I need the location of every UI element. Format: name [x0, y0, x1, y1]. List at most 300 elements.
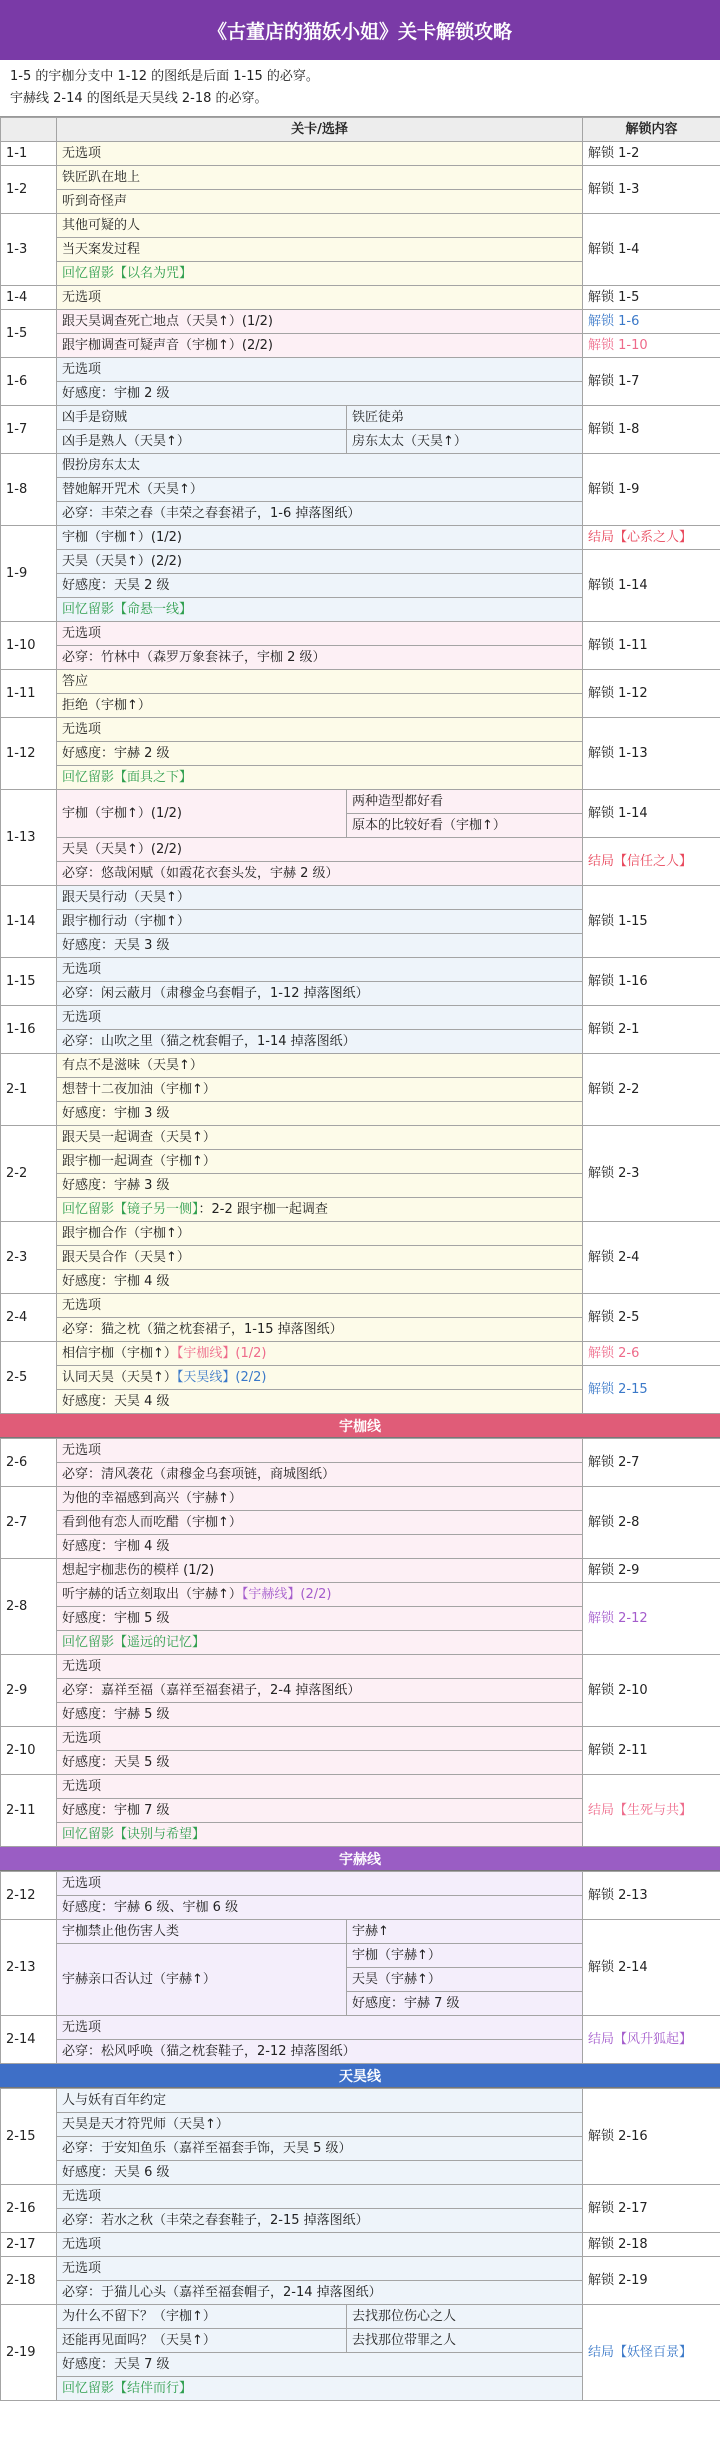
cell-text: 其他可疑的人 [62, 217, 141, 233]
stage-id: 2-4 [1, 1294, 57, 1342]
cell-text: 无选项 [62, 1730, 102, 1746]
route-section-header: 宇赫线 [0, 1847, 720, 1871]
intro-line-2: 宇赫线 2-14 的图纸是天昊线 2-18 的必穿。 [10, 91, 268, 106]
choice-cell [57, 1150, 583, 1174]
choice-cell [57, 1896, 583, 1920]
cell-text: 回忆留影【结伴而行】 [62, 2380, 193, 2396]
unlock-cell [583, 670, 720, 718]
stage-id: 2-15 [1, 2089, 57, 2185]
stage-id: 2-18 [1, 2257, 57, 2305]
choice-cell [347, 1992, 583, 2016]
header-blank [1, 118, 57, 142]
unlock-cell [583, 214, 720, 286]
cell-text: 无选项 [62, 145, 102, 161]
choice-cell [57, 382, 583, 406]
cell-text: 房东太太（天昊↑） [352, 433, 467, 449]
table-row [1, 2257, 720, 2281]
stage-id: 1-4 [1, 286, 57, 310]
choice-cell [57, 502, 583, 526]
choice-cell [57, 166, 583, 190]
sub-choice-cell [347, 430, 583, 454]
sub-choice-cell [347, 406, 583, 430]
unlock-cell [583, 166, 720, 214]
cell-text: 无选项 [62, 2260, 102, 2276]
table-row [1, 2233, 720, 2257]
cell-text: 解锁 1-15 [588, 913, 648, 929]
table-row [1, 526, 720, 550]
cell-text: 解锁 1-3 [588, 181, 640, 197]
choice-cell [57, 1390, 583, 1414]
table-row [1, 1559, 720, 1583]
unlock-cell [583, 526, 720, 550]
stage-id: 1-1 [1, 142, 57, 166]
cell-text: 结局【信任之人】 [588, 853, 693, 869]
cell-text: 相信宇枷（宇枷↑） [62, 1345, 177, 1361]
stage-id: 2-9 [1, 1655, 57, 1727]
stage-id: 2-17 [1, 2233, 57, 2257]
stage-id: 1-14 [1, 886, 57, 958]
cell-text: 假扮房东太太 [62, 457, 141, 473]
unlock-cell [583, 622, 720, 670]
choice-cell [57, 1631, 583, 1655]
cell-text: 跟宇枷行动（宇枷↑） [62, 913, 190, 929]
unlock-cell [583, 286, 720, 310]
cell-text: 凶手是窃贼 [62, 409, 128, 425]
choice-cell [57, 358, 583, 382]
unlock-cell [583, 1126, 720, 1222]
table-row [1, 142, 720, 166]
cell-text: 无选项 [62, 289, 102, 305]
cell-text: 必穿：丰荣之春（丰荣之春套裙子，1-6 掉落图纸） [62, 505, 361, 521]
table-row [1, 886, 720, 910]
table-row [1, 310, 720, 334]
stage-table [0, 117, 720, 1414]
cell-text: 为他的幸福感到高兴（宇赫↑） [62, 1490, 242, 1506]
stage-id: 1-11 [1, 670, 57, 718]
table-row [1, 1920, 720, 1944]
cell-text: 好感度：天昊 5 级 [62, 1754, 170, 1770]
table-row [1, 670, 720, 694]
cell-text: 宇枷（宇枷↑）(1/2) [62, 805, 182, 821]
cell-text: 当天案发过程 [62, 241, 141, 257]
cell-text: 必穿：闲云蔽月（肃穆金乌套帽子，1-12 掉落图纸） [62, 985, 369, 1001]
cell-text: 必穿：松风呼唤（猫之枕套鞋子，2-12 掉落图纸） [62, 2043, 356, 2059]
stage-id: 2-7 [1, 1487, 57, 1559]
choice-cell [57, 2113, 583, 2137]
cell-text: 好感度：宇枷 3 级 [62, 1105, 170, 1121]
cell-text: 解锁 1-7 [588, 373, 640, 389]
cell-text: 【天昊线】(2/2) [176, 1369, 267, 1385]
choice-cell [57, 142, 583, 166]
unlock-cell [583, 886, 720, 958]
cell-text: 好感度：天昊 7 级 [62, 2356, 170, 2372]
cell-text: 无选项 [62, 1442, 102, 1458]
sections-container [0, 117, 720, 2401]
sub-choice-cell [347, 790, 583, 814]
cell-text: 必穿：竹林中（森罗万象套袜子，宇枷 2 级） [62, 649, 326, 665]
cell-text: 宇赫↑ [352, 1923, 389, 1939]
cell-text: 必穿：于安知鱼乐（嘉祥至福套手饰，天昊 5 级） [62, 2140, 352, 2156]
choice-cell [57, 406, 347, 430]
cell-text: 结局【妖怪百景】 [588, 2344, 693, 2360]
choice-cell [57, 1366, 583, 1390]
cell-text: 好感度：天昊 6 级 [62, 2164, 170, 2180]
stage-id: 1-2 [1, 166, 57, 214]
cell-text: 解锁 2-5 [588, 1309, 640, 1325]
cell-text: 宇枷（宇赫↑） [352, 1947, 441, 1963]
table-row [1, 958, 720, 982]
table-row [1, 1655, 720, 1679]
choice-cell [57, 982, 583, 1006]
choice-cell [57, 2281, 583, 2305]
sub-choice-cell [347, 814, 583, 838]
table-row [1, 214, 720, 238]
stage-id: 1-5 [1, 310, 57, 358]
choice-cell [57, 238, 583, 262]
choice-cell [57, 1487, 583, 1511]
table-row [1, 1487, 720, 1511]
cell-text: 跟宇枷合作（宇枷↑） [62, 1225, 190, 1241]
choice-cell [57, 1607, 583, 1631]
choice-cell [57, 2353, 583, 2377]
cell-text: 必穿：悠哉闲赋（如霞花衣套头发，宇赫 2 级） [62, 865, 339, 881]
unlock-cell [583, 958, 720, 1006]
unlock-cell [583, 2233, 720, 2257]
cell-text: 跟天昊行动（天昊↑） [62, 889, 190, 905]
choice-cell [57, 2089, 583, 2113]
cell-text: 好感度：宇枷 5 级 [62, 1610, 170, 1626]
cell-text: 结局【心系之人】 [588, 529, 693, 545]
sub-choice-cell [347, 1920, 583, 1944]
choice-cell [57, 1511, 583, 1535]
cell-text: 必穿：若水之秋（丰荣之春套鞋子，2-15 掉落图纸） [62, 2212, 369, 2228]
stage-id: 1-6 [1, 358, 57, 406]
unlock-cell [583, 2089, 720, 2185]
table-row [1, 1583, 720, 1607]
choice-cell [57, 2329, 347, 2353]
choice-cell [57, 1463, 583, 1487]
cell-text: 好感度：宇赫 3 级 [62, 1177, 170, 1193]
choice-cell [57, 1655, 583, 1679]
unlock-cell [583, 2016, 720, 2064]
choice-cell [57, 1535, 583, 1559]
unlock-cell [583, 2185, 720, 2233]
cell-text: 解锁 2-6 [588, 1345, 640, 1361]
cell-text: 结局【生死与共】 [588, 1802, 693, 1818]
table-row [1, 1126, 720, 1150]
cell-text: 解锁 2-9 [588, 1562, 640, 1578]
stage-id: 2-6 [1, 1439, 57, 1487]
cell-text: 好感度：天昊 3 级 [62, 937, 170, 953]
unlock-cell [583, 142, 720, 166]
choice-cell [57, 2016, 583, 2040]
choice-cell [57, 934, 583, 958]
choice-cell [57, 958, 583, 982]
cell-text: 无选项 [62, 2236, 102, 2252]
cell-text: ：2-2 跟宇枷一起调查 [198, 1201, 328, 1217]
cell-text: 宇赫亲口否认过（宇赫↑） [62, 1971, 216, 1987]
cell-text: 好感度：天昊 2 级 [62, 577, 170, 593]
choice-cell [57, 2233, 583, 2257]
choice-cell [57, 2161, 583, 2185]
stage-id: 1-9 [1, 526, 57, 622]
table-row [1, 286, 720, 310]
table-row [1, 790, 720, 814]
cell-text: 好感度：宇枷 7 级 [62, 1802, 170, 1818]
cell-text: 宇枷禁止他伤害人类 [62, 1923, 180, 1939]
cell-text: 无选项 [62, 961, 102, 977]
cell-text: 回忆留影【以名为咒】 [62, 265, 193, 281]
cell-text: 想替十二夜加油（宇枷↑） [62, 1081, 216, 1097]
table-row [1, 550, 720, 574]
table-row [1, 406, 720, 430]
cell-text: 铁匠趴在地上 [62, 169, 141, 185]
cell-text: 【宇枷线】(1/2) [176, 1345, 267, 1361]
table-header-row [1, 118, 720, 142]
cell-text: 跟天昊调查死亡地点（天昊↑）(1/2) [62, 313, 273, 329]
cell-text: 答应 [62, 673, 89, 689]
choice-cell [57, 190, 583, 214]
choice-cell [57, 622, 583, 646]
stage-id: 2-11 [1, 1775, 57, 1847]
choice-cell [57, 2209, 583, 2233]
cell-text: 回忆留影【诀别与希望】 [62, 1826, 206, 1842]
table-row [1, 838, 720, 862]
table-row [1, 2016, 720, 2040]
stage-id: 1-16 [1, 1006, 57, 1054]
unlock-cell [583, 1006, 720, 1054]
table-row [1, 1006, 720, 1030]
stage-id: 2-5 [1, 1342, 57, 1414]
unlock-cell [583, 310, 720, 334]
cell-text: 解锁 2-8 [588, 1514, 640, 1530]
cell-text: 无选项 [62, 1875, 102, 1891]
cell-text: 无选项 [62, 2188, 102, 2204]
unlock-cell [583, 2305, 720, 2401]
cell-text: 两种造型都好看 [352, 793, 444, 809]
stage-id: 1-10 [1, 622, 57, 670]
choice-cell [57, 1294, 583, 1318]
choice-cell [57, 1102, 583, 1126]
stage-id: 2-8 [1, 1559, 57, 1655]
cell-text: 无选项 [62, 721, 102, 737]
cell-text: 解锁 1-4 [588, 241, 640, 257]
cell-text: 解锁 1-11 [588, 637, 648, 653]
cell-text: 无选项 [62, 361, 102, 377]
cell-text: 为什么不留下？（宇枷↑） [62, 2308, 216, 2324]
unlock-cell [583, 1439, 720, 1487]
unlock-cell [583, 790, 720, 838]
unlock-cell [583, 1342, 720, 1366]
cell-text: 认同天昊（天昊↑） [62, 1369, 177, 1385]
stage-id: 1-15 [1, 958, 57, 1006]
cell-text: 回忆留影【命悬一线】 [62, 601, 193, 617]
cell-text: 解锁 1-14 [588, 577, 648, 593]
cell-text: 解锁 2-19 [588, 2272, 648, 2288]
unlock-cell [583, 1920, 720, 2016]
table-row [1, 1054, 720, 1078]
choice-cell [57, 1559, 583, 1583]
choice-cell [57, 1872, 583, 1896]
cell-text: 解锁 2-12 [588, 1610, 648, 1626]
choice-cell [57, 598, 583, 622]
unlock-cell [583, 454, 720, 526]
table-row [1, 1727, 720, 1751]
cell-text: 天昊（宇赫↑） [352, 1971, 441, 1987]
cell-text: 好感度：天昊 4 级 [62, 1393, 170, 1409]
cell-text: 好感度：宇枷 4 级 [62, 1538, 170, 1554]
cell-text: 【宇赫线】(2/2) [241, 1586, 332, 1602]
cell-text: 去找那位带罪之人 [352, 2332, 457, 2348]
choice-cell [57, 670, 583, 694]
intro-notes [0, 60, 720, 117]
cell-text: 必穿：猫之枕（猫之枕套裙子，1-15 掉落图纸） [62, 1321, 343, 1337]
choice-cell [57, 430, 347, 454]
cell-text: 跟天昊一起调查（天昊↑） [62, 1129, 216, 1145]
cell-text: 解锁 1-12 [588, 685, 648, 701]
stage-id: 2-13 [1, 1920, 57, 2016]
cell-text: 必穿：清风袭花（肃穆金乌套项链，商城图纸） [62, 1466, 336, 1482]
cell-text: 听到奇怪声 [62, 193, 128, 209]
table-row [1, 166, 720, 190]
table-row [1, 454, 720, 478]
cell-text: 解锁 1-13 [588, 745, 648, 761]
cell-text: 好感度：宇赫 2 级 [62, 745, 170, 761]
unlock-cell [583, 1487, 720, 1559]
cell-text: 凶手是熟人（天昊↑） [62, 433, 190, 449]
unlock-cell [583, 1775, 720, 1847]
choice-cell [57, 1270, 583, 1294]
table-row [1, 1342, 720, 1366]
cell-text: 天昊（天昊↑）(2/2) [62, 553, 182, 569]
choice-cell [57, 742, 583, 766]
cell-text: 解锁 2-17 [588, 2200, 648, 2216]
sub-choice-cell [347, 1944, 583, 1968]
unlock-cell [583, 550, 720, 622]
stage-id: 2-12 [1, 1872, 57, 1920]
stage-id: 1-8 [1, 454, 57, 526]
table-row [1, 1775, 720, 1799]
choice-cell [57, 838, 583, 862]
intro-line-1: 1-5 的宇枷分支中 1-12 的图纸是后面 1-15 的必穿。 [10, 69, 319, 84]
cell-text: 解锁 1-14 [588, 805, 648, 821]
choice-cell [57, 1439, 583, 1463]
route-section-header: 天昊线 [0, 2064, 720, 2088]
cell-text: 跟宇枷一起调查（宇枷↑） [62, 1153, 216, 1169]
unlock-cell [583, 1559, 720, 1583]
unlock-cell [583, 838, 720, 886]
sub-choice-cell [347, 1968, 583, 1992]
unlock-cell [583, 334, 720, 358]
cell-text: 好感度：宇赫 6 级、宇枷 6 级 [62, 1899, 239, 1915]
cell-text: 解锁 1-10 [588, 337, 648, 353]
choice-cell [57, 2137, 583, 2161]
choice-cell [57, 766, 583, 790]
cell-text: 解锁 1-6 [588, 313, 640, 329]
cell-text: 想起宇枷悲伤的模样 (1/2) [62, 1562, 215, 1578]
cell-text: 好感度：宇枷 4 级 [62, 1273, 170, 1289]
cell-text: 天昊是天才符咒师（天昊↑） [62, 2116, 229, 2132]
choice-cell [57, 286, 583, 310]
choice-cell [57, 718, 583, 742]
cell-text: 看到他有恋人而吃醋（宇枷↑） [62, 1514, 242, 1530]
choice-cell [57, 454, 583, 478]
stage-id: 1-7 [1, 406, 57, 454]
cell-text: 还能再见面吗？（天昊↑） [62, 2332, 216, 2348]
cell-text: 解锁 1-9 [588, 481, 640, 497]
table-row [1, 1294, 720, 1318]
choice-cell [57, 910, 583, 934]
cell-text: 回忆留影【遥远的记忆】 [62, 1634, 206, 1650]
unlock-cell [583, 1366, 720, 1414]
table-row [1, 1439, 720, 1463]
unlock-cell [583, 406, 720, 454]
choice-cell [57, 1198, 583, 1222]
cell-text: 好感度：宇枷 2 级 [62, 385, 170, 401]
table-row [1, 1872, 720, 1896]
unlock-cell [583, 1294, 720, 1342]
cell-text: 去找那位伤心之人 [352, 2308, 457, 2324]
table-row [1, 2089, 720, 2113]
choice-cell [57, 646, 583, 670]
cell-text: 必穿：于猫儿心头（嘉祥至福套帽子，2-14 掉落图纸） [62, 2284, 382, 2300]
stage-table [0, 1871, 720, 2064]
table-row [1, 358, 720, 382]
cell-text: 替她解开咒术（天昊↑） [62, 481, 203, 497]
stage-id: 1-12 [1, 718, 57, 790]
stage-id: 1-13 [1, 790, 57, 886]
cell-text: 无选项 [62, 1658, 102, 1674]
unlock-cell [583, 718, 720, 790]
choice-cell [57, 2040, 583, 2064]
cell-text: 听宇赫的话立刻取出（宇赫↑） [62, 1586, 242, 1602]
stage-id: 2-14 [1, 2016, 57, 2064]
stage-id: 2-16 [1, 2185, 57, 2233]
choice-cell [57, 694, 583, 718]
header-stage: 关卡/选择 [57, 118, 583, 142]
choice-cell [57, 1727, 583, 1751]
stage-table [0, 1438, 720, 1847]
unlock-cell [583, 358, 720, 406]
cell-text: 回忆留影【镜子另一侧】 [62, 1201, 199, 1217]
cell-text: 铁匠徒弟 [352, 409, 405, 425]
cell-text: 好感度：宇赫 5 级 [62, 1706, 170, 1722]
unlock-cell [583, 1727, 720, 1775]
choice-cell [57, 886, 583, 910]
choice-cell [57, 790, 347, 838]
cell-text: 拒绝（宇枷↑） [62, 697, 151, 713]
cell-text: 结局【风升狐起】 [588, 2031, 693, 2047]
choice-cell [57, 1174, 583, 1198]
choice-cell [57, 2377, 583, 2401]
cell-text: 回忆留影【面具之下】 [62, 769, 193, 785]
cell-text: 无选项 [62, 1297, 102, 1313]
choice-cell [57, 214, 583, 238]
unlock-cell [583, 2257, 720, 2305]
cell-text: 跟天昊合作（天昊↑） [62, 1249, 190, 1265]
choice-cell [57, 2305, 347, 2329]
choice-cell [57, 526, 583, 550]
stage-id: 2-10 [1, 1727, 57, 1775]
choice-cell [57, 1920, 347, 1944]
cell-text: 原本的比较好看（宇枷↑） [352, 817, 506, 833]
choice-cell [57, 1944, 347, 2016]
table-row [1, 1366, 720, 1390]
cell-text: 必穿：嘉祥至福（嘉祥至福套裙子，2-4 掉落图纸） [62, 1682, 361, 1698]
stage-table [0, 2088, 720, 2401]
cell-text: 天昊（天昊↑）(2/2) [62, 841, 182, 857]
cell-text: 解锁 2-18 [588, 2236, 648, 2252]
